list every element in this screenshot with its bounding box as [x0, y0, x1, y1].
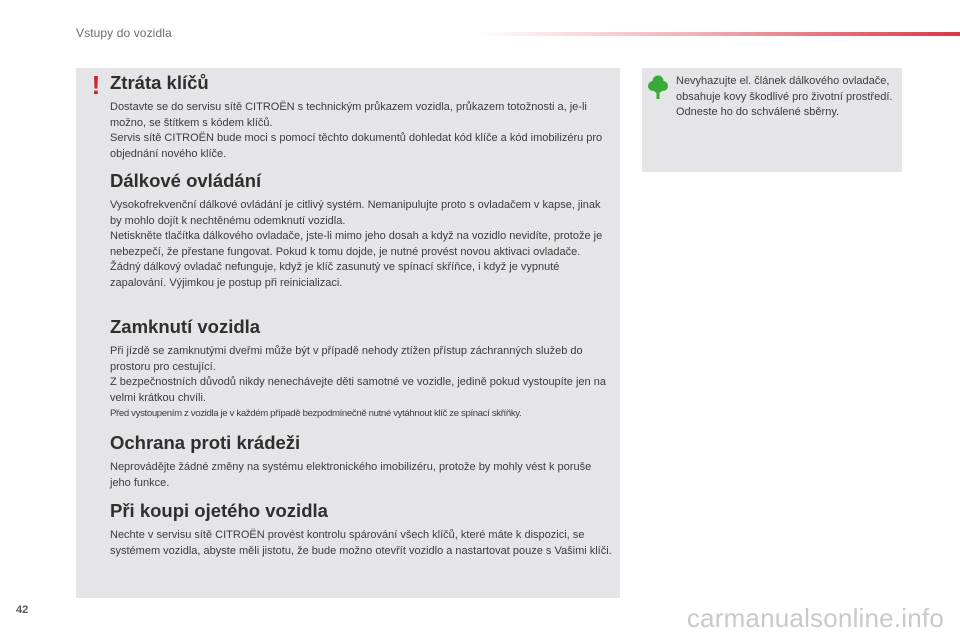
- exclamation-icon: !: [91, 70, 101, 100]
- warning-box: [76, 68, 620, 598]
- eco-note-line: Nevyhazujte el. článek dálkového ovladače, obsahuje kovy škodlivé pro životní prostředí.: [676, 75, 893, 103]
- section-vehicle-locking: [110, 316, 614, 421]
- paragraph-note: Před vystoupením z vozidla je v každém případě bezpodmínečně nutné vytáhnout klíč ze spínací skříňky.: [110, 408, 522, 420]
- page-number: 42: [16, 604, 29, 616]
- section-title: Ztráta klíčů: [110, 72, 209, 93]
- section-title: Zamknutí vozidla: [110, 316, 261, 337]
- section-title: Ochrana proti krádeži: [110, 432, 301, 453]
- section-key-loss: [110, 72, 614, 162]
- section-title: Dálkové ovládání: [110, 170, 262, 191]
- paragraph: Neprovádějte žádné změny na systému elektronického imobilizéru, protože by mohly vést k poruše jeho funkce.: [110, 461, 592, 489]
- section-anti-theft: [110, 432, 614, 491]
- paragraph: Vysokofrekvenční dálkové ovládání je citlivý systém. Nemanipulujte proto s ovladačem v kapse, jinak by mohlo dojít k nechtěnému odemknutí vozidla.: [110, 199, 601, 227]
- paragraph: Žádný dálkový ovladač nefunguje, když je klíč zasunutý ve spínací skříňce, i když je vypnuté zapalování. Výjimkou je postup při reinicializaci.: [110, 261, 560, 289]
- section-header-title: Vstupy do vozidla: [76, 26, 172, 40]
- section-remote-control: [110, 170, 614, 292]
- paragraph: Nechte v servisu sítě CITROËN provést kontrolu spárování všech klíčů, které máte k dispozici, se systémem vozidla, abyste měli jistotu, že bude možno otevřít vozidlo a nastartovat pouze s Vašimi klíči.: [110, 529, 612, 557]
- paragraph: Při jízdě se zamknutými dveřmi může být v případě nehody ztížen přístup záchranných služeb do prostoru pro cestující.: [110, 345, 583, 373]
- paragraph: Z bezpečnostních důvodů nikdy nenechávejte děti samotné ve vozidle, jedině pokud vystoupíte jen na velmi krátkou chvíli.: [110, 376, 606, 404]
- paragraph: Netiskněte tlačítka dálkového ovladače, jste-li mimo jeho dosah a když na vozidlo nevidíte, protože je nebezpečí, že přestane fungovat. Pokud k tomu dojde, je nutné provést novou aktivaci ovladače.: [110, 230, 603, 258]
- section-used-vehicle: [110, 500, 614, 559]
- eco-note-box: [642, 68, 902, 172]
- tree-icon: [648, 74, 668, 100]
- eco-note-text: [676, 74, 896, 121]
- header-accent-bar: [476, 32, 960, 36]
- paragraph: Dostavte se do servisu sítě CITROËN s technickým průkazem vozidla, průkazem totožnosti a, je-li možno, se štítkem s kódem klíčů.: [110, 101, 587, 129]
- section-title: Při koupi ojetého vozidla: [110, 500, 328, 521]
- eco-note-line: Odneste ho do schválené sběrny.: [676, 106, 840, 119]
- watermark: carmanualsonline.info: [686, 603, 944, 633]
- paragraph: Servis sítě CITROËN bude moci s pomocí těchto dokumentů dohledat kód klíče a kód imobilizéru pro objednání nového klíče.: [110, 132, 603, 160]
